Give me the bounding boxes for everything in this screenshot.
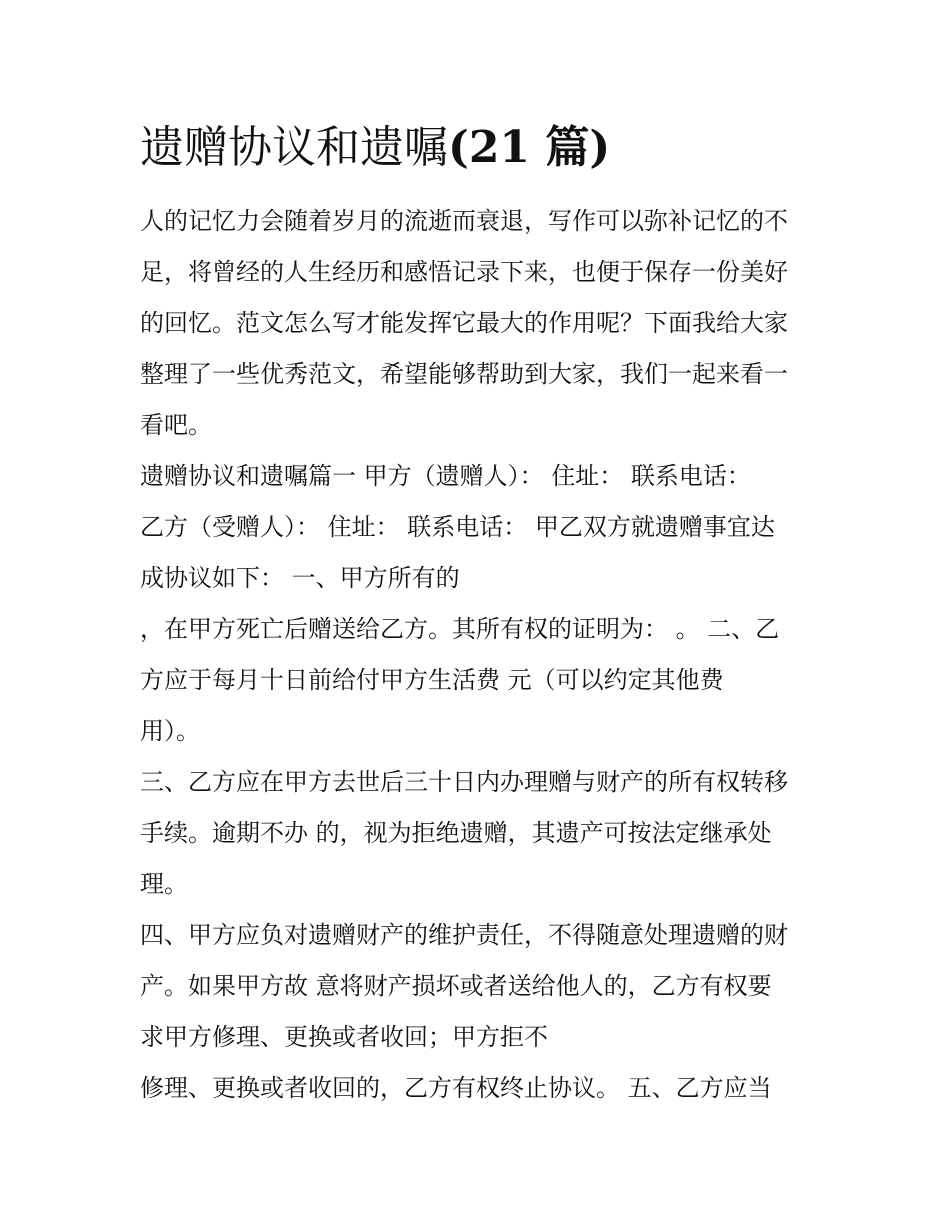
text-line: 看吧。 (140, 411, 212, 439)
text-line: 用）。 (140, 717, 200, 745)
text-line: 遗赠协议和遗嘱篇一 甲方（遗赠人）： 住址： 联系电话： (140, 462, 751, 490)
title-text: 遗赠协议和遗嘱 (140, 122, 448, 173)
text-line: 人的记忆力会随着岁月的流逝而衰退，写作可以弥补记忆的不 (140, 207, 788, 235)
text-line: 求甲方修理、更换或者收回；甲方拒不 (140, 1023, 548, 1051)
text-line: 三、乙方应在甲方去世后三十日内办理赠与财产的所有权转移 (140, 768, 788, 796)
text-line: 乙方（受赠人）： 住址： 联系电话： 甲乙双方就遗赠事宜达 (140, 513, 775, 541)
text-line: 整理了一些优秀范文，希望能够帮助到大家，我们一起来看一 (140, 360, 788, 388)
text-line: 方应于每月十日前给付甲方生活费 元（可以约定其他费 (140, 666, 724, 694)
text-line: 产。如果甲方故 意将财产损坏或者送给他人的，乙方有权要 (140, 972, 772, 1000)
text-line: 四、甲方应负对遗赠财产的维护责任，不得随意处理遗赠的财 (140, 921, 788, 949)
text-line: 理。 (140, 870, 188, 898)
text-line: 的回忆。范文怎么写才能发挥它最大的作用呢？下面我给大家 (140, 309, 788, 337)
text-line: 成协议如下： 一、甲方所有的 (140, 564, 460, 592)
text-line: ，在甲方死亡后赠送给乙方。其所有权的证明为： 。 二、乙 (140, 615, 780, 643)
text-line: 手续。逾期不办 的，视为拒绝遗赠，其遗产可按法定继承处 (140, 819, 772, 847)
page-title (140, 118, 610, 178)
text-line: 足，将曾经的人生经历和感悟记录下来，也便于保存一份美好 (140, 258, 788, 286)
text-line: 修理、更换或者收回的，乙方有权终止协议。 五、乙方应当 (140, 1074, 772, 1102)
title-count: (21 篇) (448, 122, 611, 173)
